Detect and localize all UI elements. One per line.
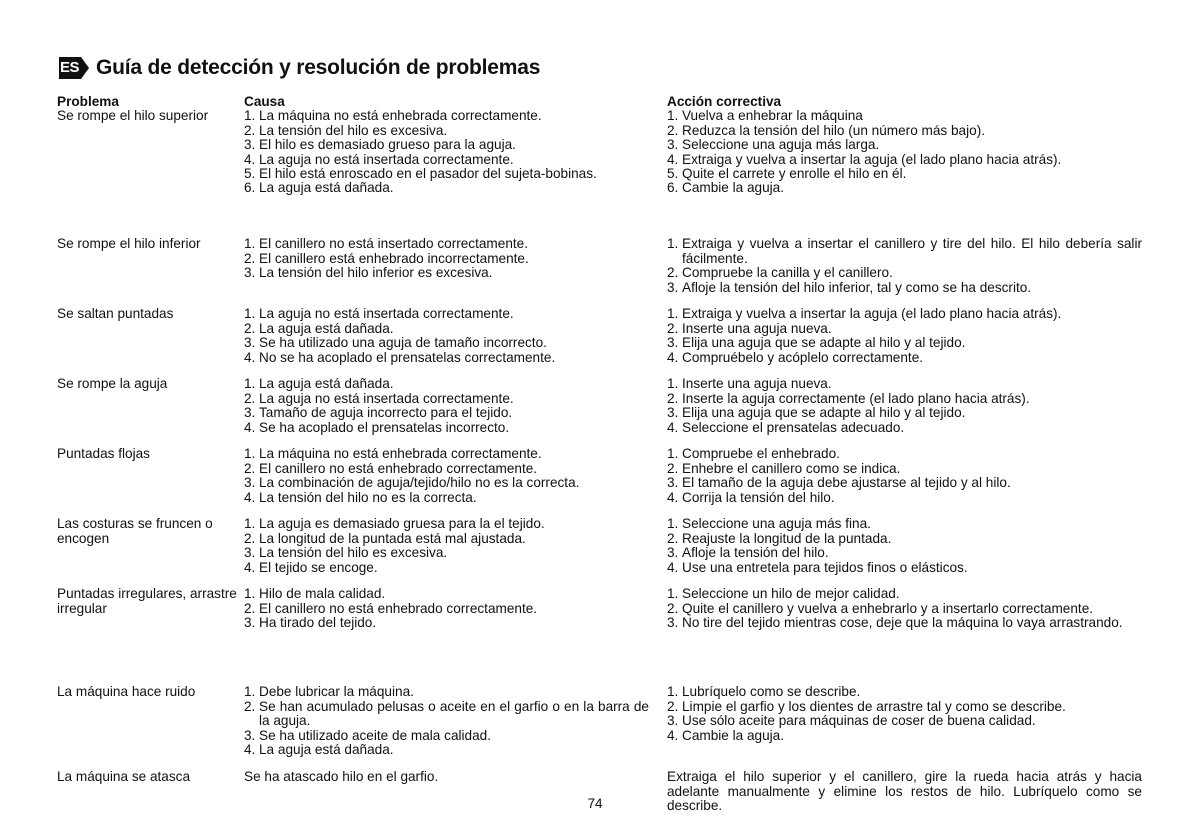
item-text: Use sólo aceite para máquinas de coser de buena calidad. <box>682 713 1036 729</box>
list-item <box>244 517 649 531</box>
item-text: No se ha acoplado el prensatelas correctamente. <box>259 349 556 365</box>
cause-cell <box>244 685 667 758</box>
item-number: 1. <box>667 236 679 252</box>
list-item <box>667 266 1142 280</box>
list-item <box>244 546 649 560</box>
list-item <box>667 714 1142 728</box>
item-number: 3. <box>667 475 679 491</box>
item-text: La máquina no está enhebrada correctamente. <box>259 446 542 462</box>
item-text: Extraiga el hilo superior y el canillero, gire la rueda hacia atrás y hacia adelante manualmente y elimine los restos de hilo. Lubríquelo como se describe. <box>667 769 1142 814</box>
table-row <box>57 587 1142 663</box>
cause-cell <box>244 517 667 575</box>
item-text: Elija una aguja que se adapte al hilo y al tejido. <box>682 405 966 421</box>
list-item <box>667 587 1142 601</box>
page-heading <box>58 56 540 80</box>
item-number: 4. <box>667 559 679 575</box>
item-number: 6. <box>244 180 256 196</box>
list-item <box>244 602 649 616</box>
item-text: Reduzca la tensión del hilo (un número más bajo). <box>682 122 986 138</box>
item-text: El tejido se encoge. <box>259 559 378 575</box>
item-text: La aguja está dañada. <box>259 180 394 196</box>
item-number: 1. <box>667 586 679 602</box>
list-item <box>667 532 1142 546</box>
list-item <box>244 587 649 601</box>
item-number: 2. <box>244 122 256 138</box>
problem-cell: La máquina hace ruido <box>57 684 196 700</box>
list-item <box>244 266 649 280</box>
list-item <box>667 322 1142 336</box>
item-text: Quite el canillero y vuelva a enhebrarlo y a insertarlo correctamente. <box>682 600 1094 616</box>
list-item <box>667 476 1142 490</box>
item-number: 2. <box>667 265 679 281</box>
item-number: 3. <box>667 335 679 351</box>
item-number: 2. <box>667 600 679 616</box>
item-text: Vuelva a enhebrar la máquina <box>682 108 863 124</box>
item-text: La máquina no está enhebrada correctamente. <box>259 108 542 124</box>
item-number: 1. <box>667 684 679 700</box>
item-number: 1. <box>244 108 256 124</box>
item-number: 3. <box>244 615 256 631</box>
list-item <box>667 517 1142 531</box>
problem-cell: Se rompe la aguja <box>57 376 168 392</box>
item-text: No tire del tejido mientras cose, deje que la máquina lo vaya arrastrando. <box>682 615 1123 631</box>
list-item <box>244 124 649 138</box>
item-number: 3. <box>667 405 679 421</box>
item-text: Seleccione una aguja más larga. <box>682 137 880 153</box>
item-text: La aguja es demasiado gruesa para la el tejido. <box>259 516 545 532</box>
item-text: Compruebe el enhebrado. <box>682 446 840 462</box>
cause-cell <box>244 307 667 365</box>
list-item <box>244 109 649 123</box>
item-text: Se ha utilizado una aguja de tamaño incorrecto. <box>259 335 547 351</box>
list-item <box>667 616 1142 630</box>
list-item <box>667 237 1142 266</box>
list-item <box>244 700 649 729</box>
item-number: 3. <box>244 475 256 491</box>
item-text: Hilo de mala calidad. <box>259 586 386 602</box>
item-text: Se ha utilizado aceite de mala calidad. <box>259 727 491 743</box>
item-text: Lubríquelo como se describe. <box>682 684 861 700</box>
list-item <box>244 729 649 743</box>
list-item <box>244 685 649 699</box>
list-item <box>244 616 649 630</box>
list-item <box>667 421 1142 435</box>
item-number: 3. <box>667 713 679 729</box>
item-text: Reajuste la longitud de la puntada. <box>682 530 892 546</box>
item-number: 4. <box>667 349 679 365</box>
item-number: 4. <box>667 151 679 167</box>
item-text: El canillero no está insertado correctamente. <box>259 236 528 252</box>
item-number: 1. <box>244 376 256 392</box>
action-cell <box>667 685 1142 758</box>
item-number: 3. <box>667 279 679 295</box>
item-text: Afloje la tensión del hilo inferior, tal y como se ha descrito. <box>682 279 1032 295</box>
table-row <box>57 377 1142 435</box>
item-number: 2. <box>244 460 256 476</box>
list-item <box>244 237 649 251</box>
item-text: El canillero no está enhebrado correctamente. <box>259 600 538 616</box>
item-text: El hilo está enroscado en el pasador del sujeta-bobinas. <box>259 166 597 182</box>
list-item <box>244 167 649 181</box>
problem-cell: Puntadas irregulares, arrastre irregular <box>57 586 237 616</box>
list-item <box>667 447 1142 461</box>
item-number: 2. <box>667 390 679 406</box>
item-text: El canillero está enhebrado incorrectamente. <box>259 250 529 266</box>
item-text: Quite el carrete y enrolle el hilo en él. <box>682 166 907 182</box>
item-number: 1. <box>667 306 679 322</box>
item-text: Enhebre el canillero como se indica. <box>682 460 901 476</box>
item-text: La tensión del hilo no es la correcta. <box>259 489 477 505</box>
list-item <box>244 377 649 391</box>
item-number: 2. <box>244 698 256 714</box>
item-text: Use una entretela para tejidos finos o elásticos. <box>682 559 968 575</box>
item-text: La aguja no está insertada correctamente. <box>259 390 514 406</box>
item-number: 4. <box>667 727 679 743</box>
item-number: 1. <box>244 306 256 322</box>
item-text: La tensión del hilo es excesiva. <box>259 545 448 561</box>
cause-cell <box>244 237 667 295</box>
item-number: 3. <box>244 335 256 351</box>
list-item <box>244 421 649 435</box>
list-item <box>244 392 649 406</box>
item-number: 1. <box>244 516 256 532</box>
item-text: Se ha atascado hilo en el garfio. <box>244 769 439 785</box>
list-item <box>244 153 649 167</box>
item-text: Compruébelo y acóplelo correctamente. <box>682 349 924 365</box>
list-item <box>667 685 1142 699</box>
item-text: Limpie el garfio y los dientes de arrastre tal y como se describe. <box>682 698 1066 714</box>
item-text: Corrija la tensión del hilo. <box>682 489 835 505</box>
language-badge-es <box>58 56 90 80</box>
table-row <box>57 109 1142 225</box>
problem-cell: Las costuras se fruncen o encogen <box>57 516 213 546</box>
item-text: El tamaño de la aguja debe ajustarse al tejido y al hilo. <box>682 475 1011 491</box>
troubleshooting-table <box>57 95 1142 814</box>
list-item <box>244 491 649 505</box>
list-item <box>667 307 1142 321</box>
item-number: 1. <box>244 684 256 700</box>
item-text: Seleccione una aguja más fina. <box>682 516 871 532</box>
item-text: Ha tirado del tejido. <box>259 615 377 631</box>
item-number: 2. <box>244 250 256 266</box>
list-item <box>667 336 1142 350</box>
action-cell <box>667 109 1142 225</box>
cause-cell <box>244 587 667 663</box>
item-text: Elija una aguja que se adapte al hilo y al tejido. <box>682 335 966 351</box>
item-number: 1. <box>244 236 256 252</box>
list-item <box>244 447 649 461</box>
list-item <box>667 491 1142 505</box>
item-number: 2. <box>244 530 256 546</box>
page-number: 74 <box>587 796 603 811</box>
item-number: 3. <box>667 615 679 631</box>
item-text: La longitud de la puntada está mal ajustada. <box>259 530 526 546</box>
item-number: 2. <box>667 530 679 546</box>
item-number: 4. <box>244 489 256 505</box>
item-number: 4. <box>244 559 256 575</box>
list-item <box>667 546 1142 560</box>
item-text: Seleccione el prensatelas adecuado. <box>682 419 905 435</box>
list-item <box>244 561 649 575</box>
action-cell <box>667 447 1142 505</box>
item-number: 3. <box>244 137 256 153</box>
column-header-action: Acción correctiva <box>667 94 782 109</box>
table-row <box>57 237 1142 295</box>
item-text: Afloje la tensión del hilo. <box>682 545 829 561</box>
item-number: 1. <box>667 446 679 462</box>
item-text: Inserte una aguja nueva. <box>682 320 832 336</box>
list-item <box>667 181 1142 195</box>
list-item <box>667 377 1142 391</box>
item-number: 4. <box>244 349 256 365</box>
cause-cell <box>244 109 667 225</box>
item-text: Compruebe la canilla y el canillero. <box>682 265 893 281</box>
badge-label: ES <box>60 59 80 76</box>
item-number: 2. <box>244 320 256 336</box>
list-item <box>244 336 649 350</box>
item-number: 3. <box>244 727 256 743</box>
list-item <box>667 281 1142 295</box>
item-number: 3. <box>244 405 256 421</box>
item-text: Extraiga y vuelva a insertar la aguja (el lado plano hacia atrás). <box>682 151 1062 167</box>
table-row <box>57 307 1142 365</box>
list-item <box>667 109 1142 123</box>
action-cell <box>667 307 1142 365</box>
item-number: 2. <box>244 390 256 406</box>
list-item <box>667 462 1142 476</box>
list-item <box>667 406 1142 420</box>
page-title: Guía de detección y resolución de problemas <box>96 56 541 79</box>
item-text: Extraiga y vuelva a insertar el canillero y tire del hilo. El hilo debería salir fácilmente. <box>682 236 1142 266</box>
action-cell <box>667 237 1142 295</box>
list-item <box>667 138 1142 152</box>
item-text: Cambie la aguja. <box>682 180 785 196</box>
action-cell <box>667 517 1142 575</box>
item-text: Cambie la aguja. <box>682 727 785 743</box>
cause-cell <box>244 377 667 435</box>
item-number: 2. <box>667 122 679 138</box>
list-item <box>667 392 1142 406</box>
item-text: La tensión del hilo inferior es excesiva. <box>259 265 493 281</box>
table-row <box>57 685 1142 758</box>
list-item <box>244 532 649 546</box>
item-text: Seleccione un hilo de mejor calidad. <box>682 586 900 602</box>
action-cell <box>667 377 1142 435</box>
column-header-cause: Causa <box>244 94 285 109</box>
item-number: 6. <box>667 180 679 196</box>
problem-cell: Se rompe el hilo inferior <box>57 236 201 252</box>
list-item <box>667 351 1142 365</box>
item-number: 4. <box>244 151 256 167</box>
list-item <box>667 602 1142 616</box>
item-text: El canillero no está enhebrado correctamente. <box>259 460 538 476</box>
item-text: La aguja no está insertada correctamente. <box>259 151 514 167</box>
item-number: 4. <box>667 419 679 435</box>
table-body <box>57 109 1142 813</box>
table-row <box>57 517 1142 575</box>
table-row <box>57 447 1142 505</box>
item-number: 4. <box>244 742 256 758</box>
item-text: La aguja no está insertada correctamente. <box>259 306 514 322</box>
item-text: Inserte una aguja nueva. <box>682 376 832 392</box>
item-number: 2. <box>667 698 679 714</box>
item-number: 2. <box>667 320 679 336</box>
list-item <box>667 167 1142 181</box>
item-text: La combinación de aguja/tejido/hilo no es la correcta. <box>259 475 580 491</box>
cause-cell <box>244 447 667 505</box>
item-number: 4. <box>667 489 679 505</box>
list-item <box>667 561 1142 575</box>
list-item <box>667 124 1142 138</box>
list-item <box>244 181 649 195</box>
item-number: 1. <box>244 586 256 602</box>
item-text: Se ha acoplado el prensatelas incorrecto. <box>259 419 510 435</box>
list-item <box>667 153 1142 167</box>
problem-cell: La máquina se atasca <box>57 769 191 785</box>
item-number: 5. <box>667 166 679 182</box>
problem-cell: Puntadas flojas <box>57 446 150 462</box>
item-text: El hilo es demasiado grueso para la aguja. <box>259 137 516 153</box>
list-item <box>244 462 649 476</box>
item-number: 1. <box>244 446 256 462</box>
item-text: La aguja está dañada. <box>259 320 394 336</box>
list-item <box>667 700 1142 714</box>
item-text: La aguja está dañada. <box>259 742 394 758</box>
item-number: 3. <box>667 137 679 153</box>
item-text: La tensión del hilo es excesiva. <box>259 122 448 138</box>
list-item <box>244 476 649 490</box>
item-text: Debe lubricar la máquina. <box>259 684 414 700</box>
list-item <box>244 743 649 757</box>
item-number: 1. <box>667 516 679 532</box>
problem-cell: Se saltan puntadas <box>57 306 174 322</box>
item-text: Inserte la aguja correctamente (el lado plano hacia atrás). <box>682 390 1030 406</box>
item-number: 3. <box>244 265 256 281</box>
item-number: 3. <box>667 545 679 561</box>
action-cell <box>667 587 1142 663</box>
item-text: Tamaño de aguja incorrecto para el tejido. <box>259 405 513 421</box>
item-number: 2. <box>667 460 679 476</box>
list-item <box>244 138 649 152</box>
list-item <box>244 351 649 365</box>
list-item <box>244 252 649 266</box>
column-header-problem: Problema <box>57 94 119 109</box>
item-text: Se han acumulado pelusas o aceite en el garfio o en la barra de la aguja. <box>259 698 649 729</box>
list-item <box>244 406 649 420</box>
item-number: 3. <box>244 545 256 561</box>
list-item <box>244 322 649 336</box>
item-number: 5. <box>244 166 256 182</box>
item-number: 1. <box>667 376 679 392</box>
item-number: 2. <box>244 600 256 616</box>
item-number: 1. <box>667 108 679 124</box>
item-text: Extraiga y vuelva a insertar la aguja (el lado plano hacia atrás). <box>682 306 1062 322</box>
problem-cell: Se rompe el hilo superior <box>57 108 209 124</box>
table-header-row <box>57 95 1142 109</box>
list-item <box>667 729 1142 743</box>
list-item <box>244 307 649 321</box>
item-text: La aguja está dañada. <box>259 376 394 392</box>
item-number: 4. <box>244 419 256 435</box>
